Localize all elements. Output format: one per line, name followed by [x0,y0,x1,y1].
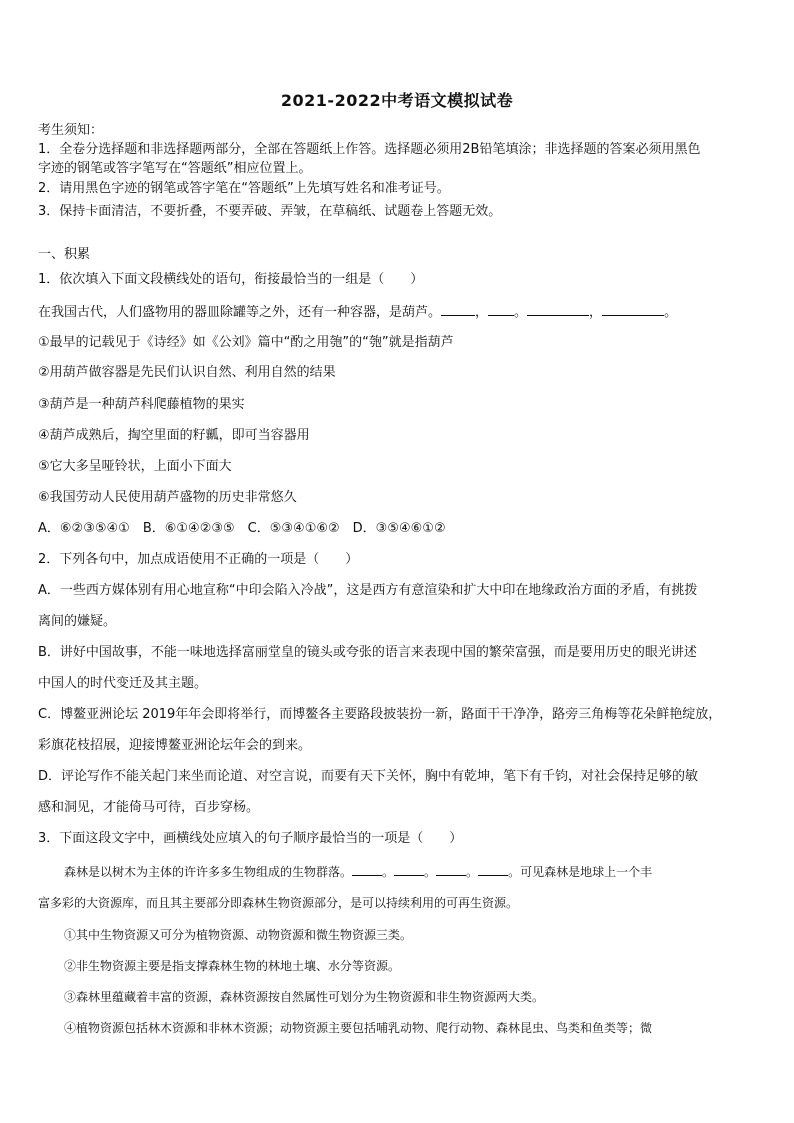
q1-option-3: ③葫芦是一种葫芦科爬藤植物的果实 [38,397,245,412]
q3-option-1: ①其中生物资源又可分为植物资源、动物资源和微生物资源三类。 [64,928,413,942]
q1-punct: ， [589,305,603,320]
q1-option-1: ①最早的记载见于《诗经》如《公刘》篇中“酌之用匏”的“匏”就是指葫芦 [38,335,454,350]
q1-blank-1[interactable] [441,302,475,316]
exam-title: 2021-2022中考语文模拟试卷 [280,91,514,110]
q2-choice-c-line1: C．博鳌亚洲论坛 2019年年会即将举行，而博鳌各主要路段披装扮一新，路面干干净净，路旁三角梅等花朵鲜艳绽放， [38,707,722,722]
q1-punct: 。 [664,305,678,320]
q3-blank-1[interactable] [352,862,382,876]
notice-item-2: 2．请用黑色字迹的钢笔或答字笔在“答题纸”上先填写姓名和准考证号。 [38,181,450,196]
q1-passage-text: 在我国古代，人们盛物用的器皿除罐等之外，还有一种容器，是葫芦。 [38,305,442,320]
q3-blank-4[interactable] [478,862,508,876]
notice-item-1b: 字迹的钢笔或答字笔写在“答题纸”相应位置上。 [38,161,312,176]
q2-choice-a-line1: A．一些西方媒体别有用心地宣称“中印会陷入冷战”，这是西方有意渲染和扩大中印在地缘政治方面的矛盾，有挑拨 [38,583,698,598]
q3-option-2: ②非生物资源主要是指支撑森林生物的林地土壤、水分等资源。 [64,959,401,973]
q3-punct: 。 [508,865,521,879]
section-heading: 一、积累 [38,247,91,262]
q1-blank-3[interactable] [527,302,589,316]
q2-choice-d-line1: D．评论写作不能关起门来坐而论道、对空言说，而要有天下关怀，胸中有乾坤，笔下有千钧，对社会保持足够的敏 [38,769,699,784]
q2-choice-b-line1: B．讲好中国故事，不能一味地选择富丽堂皇的镜头或夸张的语言来表现中国的繁荣富强，而是要用历史的眼光讲述 [38,645,697,660]
q3-blank-3[interactable] [436,862,466,876]
q3-punct: 。 [466,865,479,879]
q3-option-3: ③森林里蕴藏着丰富的资源，森林资源按自然属性可划分为生物资源和非生物资源两大类。 [64,990,545,1004]
q1-option-6: ⑥我国劳动人民使用葫芦盛物的历史非常悠久 [38,490,297,505]
q1-option-2: ②用葫芦做容器是先民们认识自然、利用自然的结果 [38,365,336,380]
q2-choice-c-line2: 彩旗花枝招展，迎接博鳌亚洲论坛年会的到来。 [38,738,312,753]
notice-item-1a: 1．全卷分选择题和非选择题两部分，全部在答题纸上作答。选择题必须用2B铅笔填涂；非选择题的答案必须用黑色 [38,142,701,157]
q1-blank-2[interactable] [488,302,514,316]
q3-passage-text-end: 可见森林是地球上一个丰 [520,865,653,879]
q3-punct: 。 [382,865,395,879]
q1-option-4: ④葫芦成熟后，掏空里面的籽瓤，即可当容器用 [38,428,310,443]
q1-punct: ， [475,305,489,320]
q2-choice-b-line2: 中国人的时代变迁及其主题。 [38,676,208,691]
q2-stem: 2．下列各句中，加点成语使用不正确的一项是（ ） [38,552,359,567]
q3-passage-line2: 富多彩的大资源库，而且其主要部分即森林生物资源部分，是可以持续利用的可再生资源。 [38,896,519,910]
q1-stem: 1．依次填入下面文段横线处的语句，衔接最恰当的一组是（ ） [38,272,424,287]
q1-passage [38,302,760,322]
q3-blank-2[interactable] [394,862,424,876]
q1-option-5: ⑤它大多呈哑铃状，上面小下面大 [38,459,232,474]
q1-blank-4[interactable] [602,302,664,316]
q2-choice-a-line2: 离间的嫌疑。 [38,614,117,629]
q3-passage-text: 森林是以树木为主体的许许多多生物组成的生物群落。 [64,865,353,879]
q3-stem: 3．下面这段文字中，画横线处应填入的句子顺序最恰当的一项是（ ） [38,831,463,846]
q3-option-4: ④植物资源包括林木资源和非林木资源；动物资源主要包括哺乳动物、爬行动物、森林昆虫、鸟类和鱼类等；微 [64,1021,653,1035]
q2-choice-d-line2: 感和洞见，才能倚马可待，百步穿杨。 [38,800,260,815]
q3-punct: 。 [424,865,437,879]
q1-punct: 。 [514,305,528,320]
notice-heading: 考生须知： [38,123,104,138]
q1-answer-choices: A．⑥②③⑤④① B．⑥①④②③⑤ C．⑤③④①⑥② D．③⑤④⑥①② [38,521,446,536]
q3-passage-line1 [64,862,760,881]
notice-item-3: 3．保持卡面清洁，不要折叠，不要弄破、弄皱，在草稿纸、试题卷上答题无效。 [38,204,502,219]
